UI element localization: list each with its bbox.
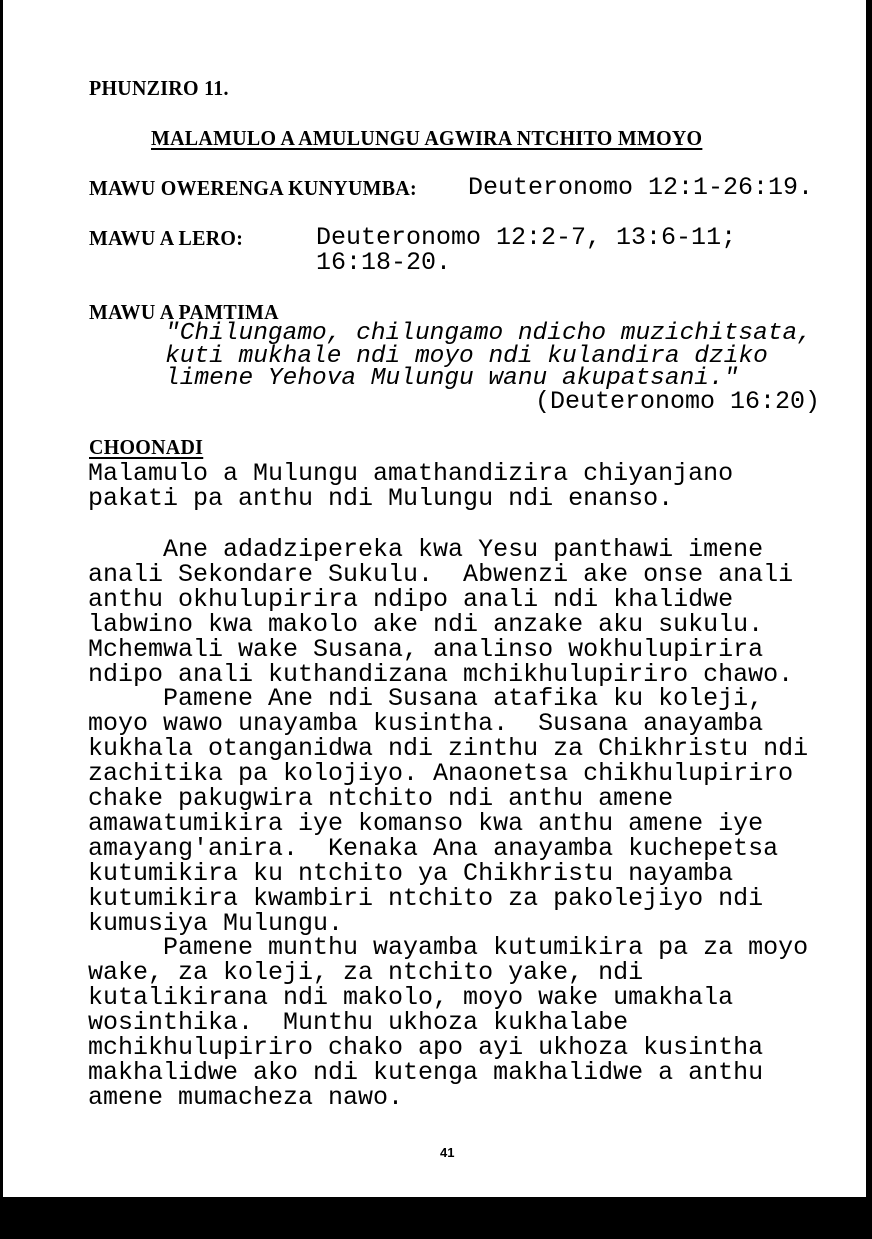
body-line: amayang'anira. Kenaka Ana anayamba kuchepetsa [88,833,779,863]
lesson-number: PHUNZIRO 11. [89,76,229,100]
page-number: 41 [440,1145,455,1160]
body-line: moyo wawo unayamba kusintha. Susana anayamba [88,709,764,739]
today-reading-label: MAWU A LERO: [89,226,244,250]
scan-edge-left [0,0,3,1197]
body-line: wake, za koleji, za ntchito yake, ndi [88,958,644,988]
body-line: kutumikira ku ntchito ya Chikhristu nayamba [88,858,734,888]
memory-verse-line: limene Yehova Mulungu wanu akupatsani." [165,365,739,392]
truth-line: pakati pa anthu ndi Mulungu ndi enanso. [88,484,674,513]
body-line: makhalidwe ako ndi kutenga makhalidwe a anthu [88,1057,764,1087]
memory-verse-line: "Chilungamo, chilungamo ndicho muzichitsata, [165,320,812,347]
body-line: labwino kwa makolo ake ndi anzake aku sukulu. [88,609,764,639]
truth-label: CHOONADI [89,435,204,459]
body-line: wosinthika. Munthu ukhoza kukhalabe [88,1008,629,1038]
scan-edge-bottom [0,1197,872,1239]
scan-edge-right [866,0,872,1197]
memory-verse-line: kuti mukhale ndi moyo ndi kulandira dziko [165,343,768,370]
body-line: mchikhulupiriro chako apo ayi ukhoza kusintha [88,1033,764,1062]
lesson-title: MALAMULO A AMULUNGU AGWIRA NTCHITO MMOYO [151,126,703,150]
home-reading-label: MAWU OWERENGA KUNYUMBA: [89,176,417,200]
body-line: anthu okhulupirira ndipo anali ndi khalidwe [88,584,734,614]
body-line: chake pakugwira ntchito ndi anthu amene [88,784,674,813]
body-line: kumusiya Mulungu. [88,908,344,938]
body-line: Pamene Ane ndi Susana atafika ku koleji, [88,684,764,714]
body-line: kutalikirana ndi makolo, moyo wake umakhala [88,983,734,1013]
home-reading-value: Deuteronomo 12:1-26:19. [468,173,814,202]
body-line: anali Sekondare Sukulu. Abwenzi ake onse anali [88,559,794,589]
truth-line: Malamulo a Mulungu amathandizira chiyanjano [88,459,734,488]
body-line: zachitika pa kolojiyo. Anaonetsa chikhulupiriro [88,759,794,789]
body-line: Pamene munthu wayamba kutumikira pa za moyo [88,933,809,963]
body-line: amene mumacheza nawo. [88,1082,404,1112]
body-line: amawatumikira iye komanso kwa anthu amene iye [88,808,764,838]
memory-verse-label: MAWU A PAMTIMA [89,300,279,324]
body-line: Mchemwali wake Susana, analinso wokhulupirira [88,634,764,664]
body-line: Ane adadzipereka kwa Yesu panthawi imene [88,535,764,564]
today-reading-line: 16:18-20. [316,248,452,277]
body-line: ndipo anali kuthandizana mchikhulupiriro chawo. [88,659,794,689]
body-line: kutumikira kwambiri ntchito za pakolejiyo ndi [88,883,764,913]
body-line: kukhala otanganidwa ndi zinthu za Chikhristu ndi [88,734,809,764]
memory-verse-reference: (Deuteronomo 16:20) [534,387,820,416]
today-reading-line: Deuteronomo 12:2-7, 13:6-11; [316,223,737,252]
